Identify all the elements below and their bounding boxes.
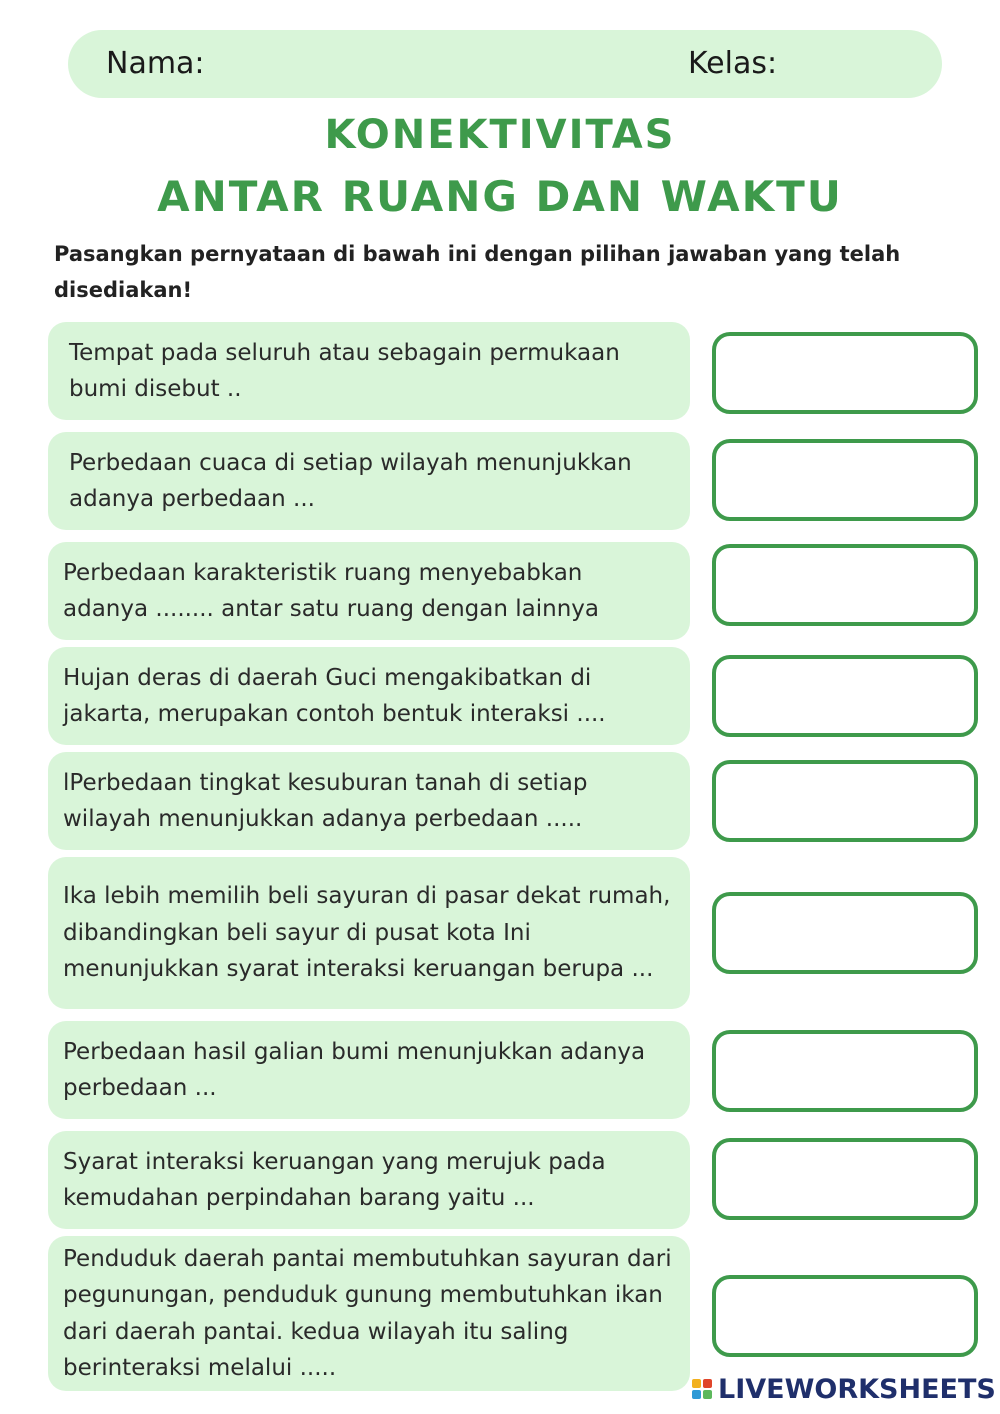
question-card xyxy=(48,322,690,420)
question-text: Syarat interaksi keruangan yang merujuk pada kemudahan perpindahan barang yaitu ... xyxy=(63,1148,606,1211)
answer-box-9[interactable] xyxy=(712,1275,978,1357)
question-card xyxy=(48,1236,690,1391)
question-card xyxy=(48,647,690,745)
answer-box-2[interactable] xyxy=(712,439,978,521)
instruction-text: Pasangkan pernyataan di bawah ini dengan pilihan jawaban yang telah disediakan! xyxy=(54,242,901,302)
question-text: Perbedaan hasil galian bumi menunjukkan adanya perbedaan ... xyxy=(63,1038,646,1101)
liveworksheets-brand xyxy=(692,1374,996,1405)
question-text: Hujan deras di daerah Guci mengakibatkan di jakarta, merupakan contoh bentuk interaksi .... xyxy=(63,664,606,727)
question-text: Perbedaan cuaca di setiap wilayah menunjukkan adanya perbedaan ... xyxy=(69,449,632,512)
answer-box-8[interactable] xyxy=(712,1138,978,1220)
answer-box-7[interactable] xyxy=(712,1030,978,1112)
liveworksheets-logo-icon xyxy=(692,1379,714,1401)
worksheet-title-line2: ANTAR RUANG DAN WAKTU xyxy=(157,172,843,221)
student-info-bar xyxy=(68,30,942,98)
question-text: Penduduk daerah pantai membutuhkan sayuran dari pegunungan, penduduk gunung membutuhkan ikan dari daerah pantai. kedua wilayah itu saling berinteraksi melalui ..... xyxy=(63,1245,672,1381)
question-card xyxy=(48,1131,690,1229)
question-card xyxy=(48,1021,690,1119)
answer-box-3[interactable] xyxy=(712,544,978,626)
worksheet-title-line1: KONEKTIVITAS xyxy=(324,112,676,158)
question-card xyxy=(48,857,690,1009)
question-text: Ika lebih memilih beli sayuran di pasar dekat rumah, dibandingkan beli sayur di pusat kota Ini menunjukkan syarat interaksi keruangan berupa ... xyxy=(63,883,671,983)
answer-box-4[interactable] xyxy=(712,655,978,737)
question-text: Tempat pada seluruh atau sebagain permukaan bumi disebut .. xyxy=(69,339,620,402)
answer-box-5[interactable] xyxy=(712,760,978,842)
question-text: lPerbedaan tingkat kesuburan tanah di setiap wilayah menunjukkan adanya perbedaan ..... xyxy=(63,769,588,832)
answer-box-1[interactable] xyxy=(712,332,978,414)
brand-name: LIVEWORKSHEETS xyxy=(718,1374,996,1405)
question-card xyxy=(48,432,690,530)
class-label: Kelas: xyxy=(688,46,778,81)
question-card xyxy=(48,752,690,850)
question-card xyxy=(48,542,690,640)
answer-box-6[interactable] xyxy=(712,892,978,974)
question-text: Perbedaan karakteristik ruang menyebabkan adanya ........ antar satu ruang dengan lainnya xyxy=(63,559,599,622)
name-label: Nama: xyxy=(106,46,205,81)
